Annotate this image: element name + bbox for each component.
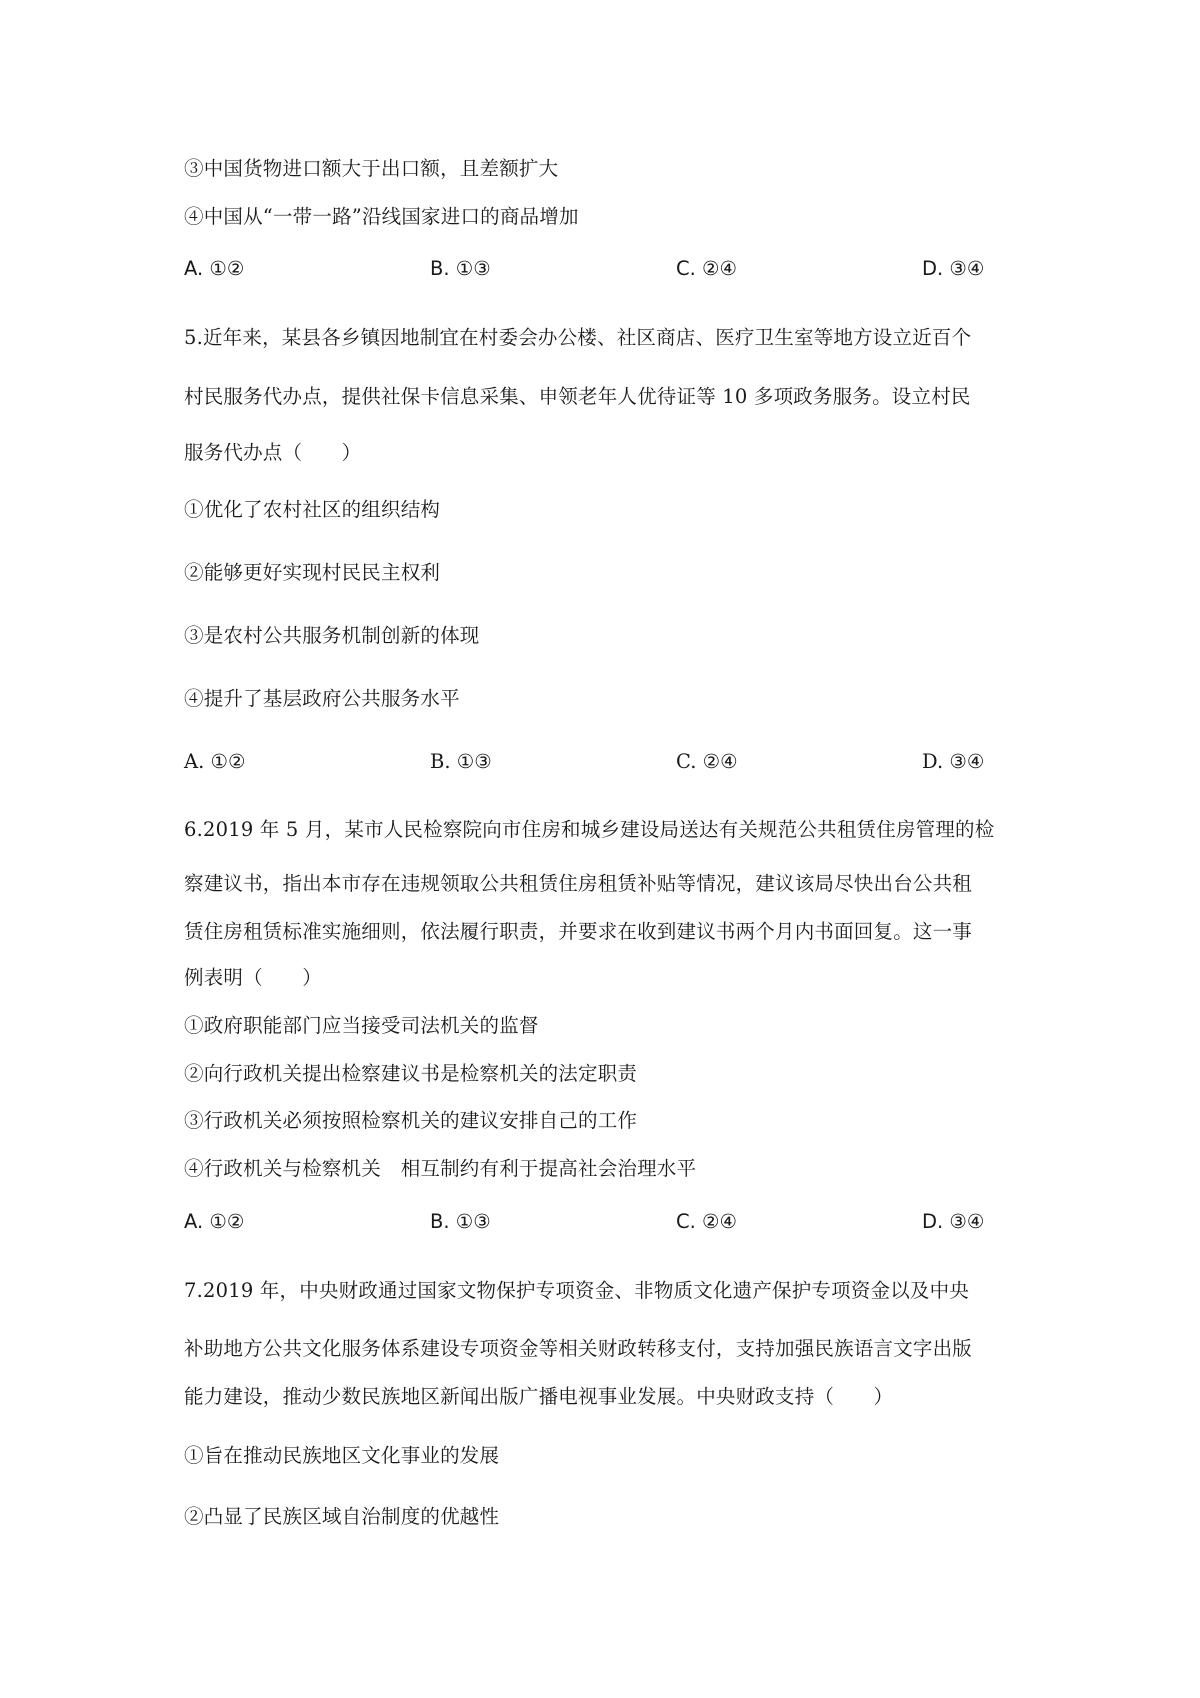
q6-stem-line-2: 察建议书，指出本市存在违规领取公共租赁住房租赁补贴等情况，建议该局尽快出台公共租 [184, 872, 973, 895]
q6-options [184, 1209, 1044, 1235]
q6-option-b: B. ①③ [430, 1210, 491, 1233]
q5-option-b: B. ①③ [430, 750, 492, 773]
q4-option-d: D. ③④ [922, 257, 985, 280]
q5-stem-line-3: 服务代办点（ ） [184, 441, 362, 464]
q5-item-4: ④提升了基层政府公共服务水平 [184, 687, 460, 710]
q6-item-3: ③行政机关必须按照检察机关的建议安排自己的工作 [184, 1109, 638, 1132]
q5-item-2: ②能够更好实现村民民主权利 [184, 561, 441, 584]
q4-option-b: B. ①③ [430, 257, 491, 280]
q5-option-a: A. ①② [184, 750, 246, 773]
q5-item-3: ③是农村公共服务机制创新的体现 [184, 624, 480, 647]
q7-stem-line-2: 补助地方公共文化服务体系建设专项资金等相关财政转移支付，支持加强民族语言文字出版 [184, 1337, 973, 1360]
q6-item-1: ①政府职能部门应当接受司法机关的监督 [184, 1014, 539, 1037]
q7-stem-line-3: 能力建设，推动少数民族地区新闻出版广播电视事业发展。中央财政支持（ ） [184, 1385, 894, 1408]
q4-option-a: A. ①② [184, 257, 245, 280]
q6-stem-line-3: 赁住房租赁标准实施细则，依法履行职责，并要求在收到建议书两个月内书面回复。这一事 [184, 920, 973, 943]
q6-option-d: D. ③④ [922, 1210, 985, 1233]
q7-item-2: ②凸显了民族区域自治制度的优越性 [184, 1505, 500, 1528]
q6-stem-line-4: 例表明（ ） [184, 966, 322, 989]
q5-options [184, 749, 1044, 775]
q5-stem-line-1: 5.近年来，某县各乡镇因地制宜在村委会办公楼、社区商店、医疗卫生室等地方设立近百个 [184, 326, 972, 349]
q4-item-3: ③中国货物进口额大于出口额，且差额扩大 [184, 157, 559, 180]
q6-option-a: A. ①② [184, 1210, 245, 1233]
q5-item-1: ①优化了农村社区的组织结构 [184, 498, 441, 521]
q6-stem-line-1: 6.2019 年 5 月，某市人民检察院向市住房和城乡建设局送达有关规范公共租赁住房管理的检 [184, 818, 995, 841]
q6-option-c: C. ②④ [676, 1210, 737, 1233]
q7-item-1: ①旨在推动民族地区文化事业的发展 [184, 1444, 500, 1467]
q5-stem-line-2: 村民服务代办点，提供社保卡信息采集、申领老年人优待证等 10 多项政务服务。设立村民 [184, 385, 971, 408]
q6-item-4: ④行政机关与检察机关 相互制约有利于提高社会治理水平 [184, 1157, 697, 1180]
q4-option-c: C. ②④ [676, 257, 737, 280]
q4-options [184, 256, 1044, 282]
q4-item-4: ④中国从“一带一路”沿线国家进口的商品增加 [184, 205, 579, 228]
q5-option-d: D. ③④ [922, 750, 985, 773]
q6-item-2: ②向行政机关提出检察建议书是检察机关的法定职责 [184, 1062, 638, 1085]
q5-option-c: C. ②④ [676, 750, 738, 773]
q7-stem-line-1: 7.2019 年，中央财政通过国家文物保护专项资金、非物质文化遗产保护专项资金以及中央 [184, 1279, 970, 1302]
